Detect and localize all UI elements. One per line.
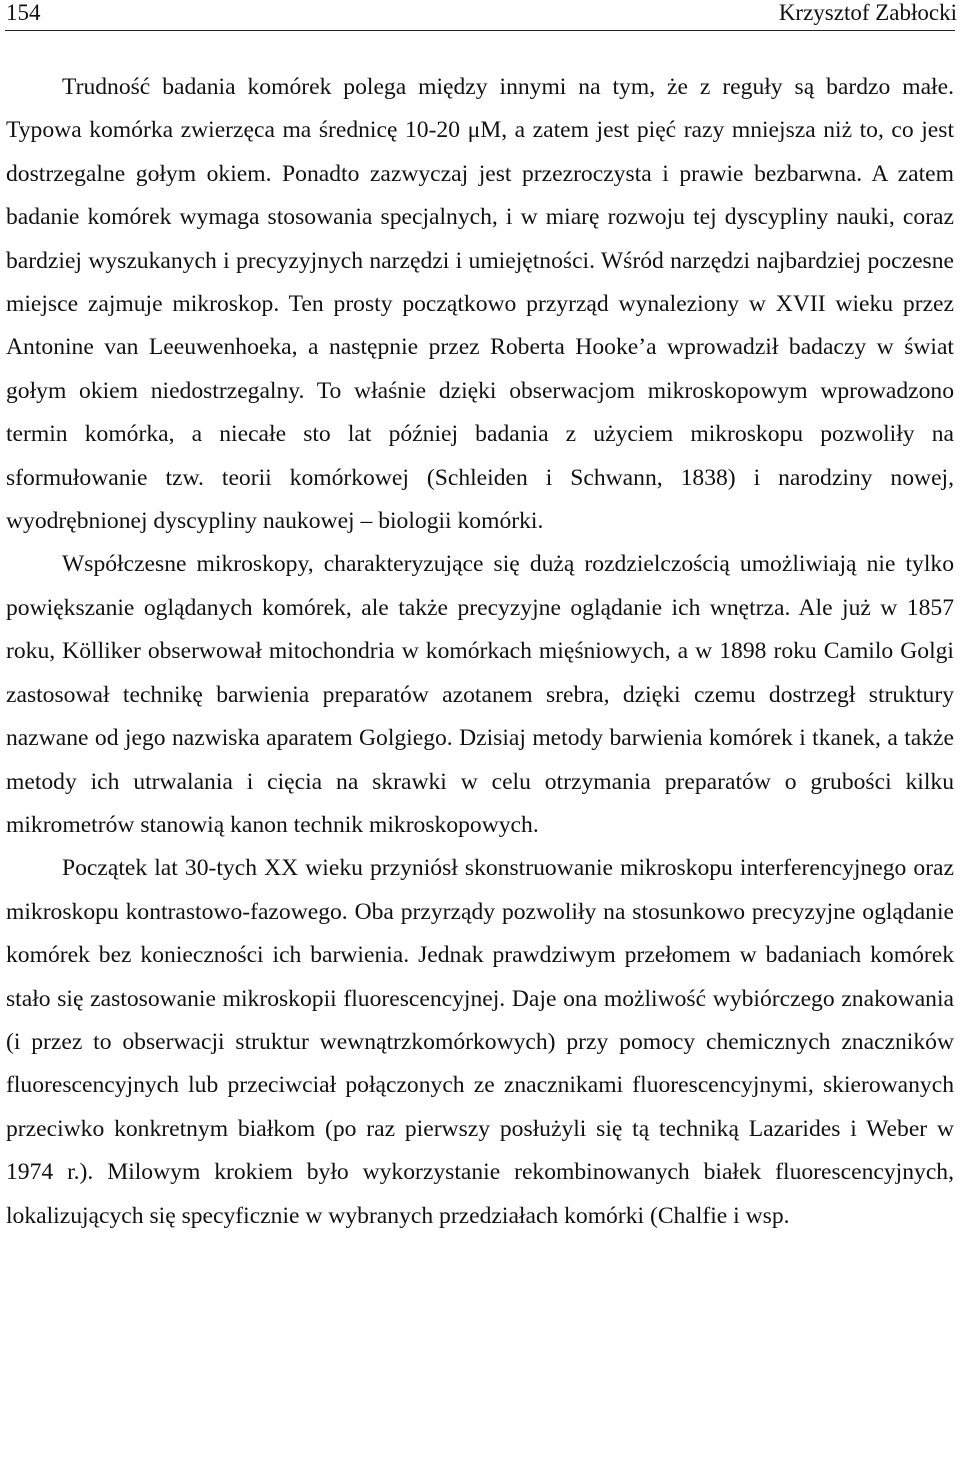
paragraph-modern-microscopes: Współczesne mikroskopy, charakteryzujące się dużą rozdzielczością umożliwiają nie tylko powiększanie oglądanych komórek, ale także precyzyjne oglądanie ich wnętrza. Ale już w 1857 roku, Kölliker obserwował mitochondria w komórkach mięśniowych, a w 1898 roku Camilo Golgi zastosował technikę barwienia preparatów azotanem srebra, dzięki czemu dostrzegł struktury nazwane od jego nazwiska aparatem Golgiego. Dzisiaj metody barwienia komórek i tkanek, a także metody ich utrwalania i cięcia na skrawki w celu otrzymania preparatów o grubości kilku mikrometrów stanowią kanon technik mikroskopowych. xyxy=(6,551,954,838)
paragraph-fluorescence-microscopy: Początek lat 30-tych XX wieku przyniósł skonstruowanie mikroskopu interferencyjnego oraz mikroskopu kontrastowo-fazowego. Oba przyrządy pozwoliły na stosunkowo precyzyjne oglądanie komórek bez konieczności ich barwienia. Jednak prawdziwym przełomem w badaniach komórek stało się zastosowanie mikroskopii fluorescencyjnej. Daje ona możliwość wybiórczego znakowania (i przez to obserwacji struktur wewnątrzkomórkowych) przy pomocy chemicznych znaczników fluorescencyjnych lub przeciwciał połączonych ze znacznikami fluorescencyjnymi, skierowanych przeciwko konkretnym białkom (po raz pierwszy posłużyli się tą techniką Lazarides i Weber w 1974 r.). Milowym krokiem było wykorzystanie rekombinowanych białek fluorescencyjnych, lokalizujących się specyficznie w wybranych przedziałach komórki (Chalfie i wsp. xyxy=(6,855,954,1229)
body-text xyxy=(6,66,954,1238)
running-head-author: Krzysztof Zabłocki xyxy=(778,0,957,25)
page-header xyxy=(5,0,955,31)
page-number: 154 xyxy=(6,0,41,25)
paragraph-cell-research-difficulty: Trudność badania komórek polega między innymi na tym, że z reguły są bardzo małe. Typowa komórka zwierzęca ma średnicę 10-20 μM, a zatem jest pięć razy mniejsza niż to, co jest dostrzegalne gołym okiem. Ponadto zazwyczaj jest przezroczysta i prawie bezbarwna. A zatem badanie komórek wymaga stosowania specjalnych, i w miarę rozwoju tej dyscypliny nauki, coraz bardziej wyszukanych i precyzyjnych narzędzi i umiejętności. Wśród narzędzi najbardziej poczesne miejsce zajmuje mikroskop. Ten prosty początkowo przyrząd wynaleziony w XVII wieku przez Antonine van Leeuwenhoeka, a następnie przez Roberta Hooke’a wprowadził badaczy w świat gołym okiem niedostrzegalny. To właśnie dzięki obserwacjom mikroskopowym wprowadzono termin komórka, a niecałe sto lat później badania z użyciem mikroskopu pozwoliły na sformułowanie tzw. teorii komórkowej (Schleiden i Schwann, 1838) i narodziny nowej, wyodrębnionej dyscypliny naukowej – biologii komórki. xyxy=(6,74,954,535)
